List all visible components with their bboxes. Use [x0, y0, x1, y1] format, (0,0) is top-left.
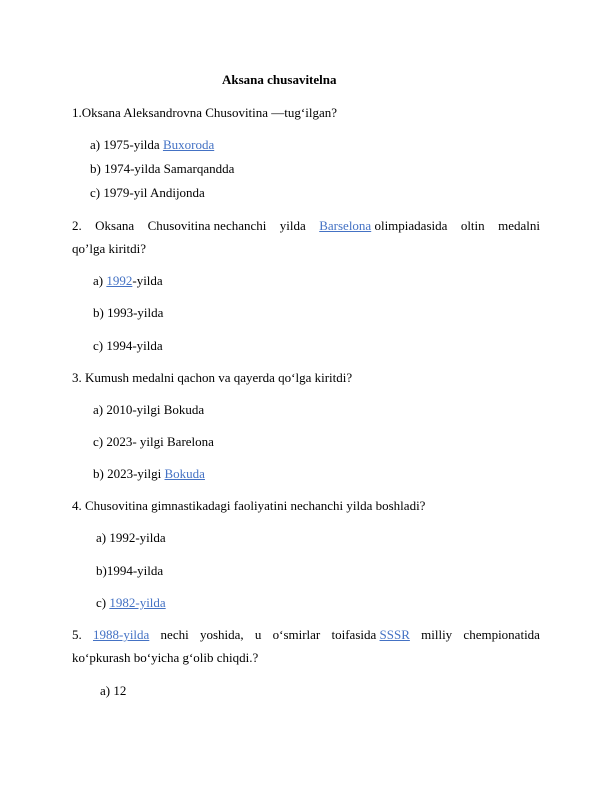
q2-option-c: c) 1994-yilda [93, 338, 163, 353]
question-5-line-2: ko‘pkurash bo‘yicha g‘olib chiqdi.? [72, 650, 259, 665]
q2-word: Oksana [95, 218, 135, 233]
q5-word: chempionatida [463, 627, 540, 642]
q1-option-c-label: c) [90, 185, 101, 200]
q2-word: oltin [460, 218, 485, 233]
question-1: 1.Oksana Aleksandrovna Chusovitina —tug‘ilgan? [72, 105, 338, 120]
q4-option-a: a) 1992-yilda [96, 530, 166, 545]
q4-option-c-prefix: c) [96, 595, 110, 610]
q5-option-a: a) 12 [100, 683, 127, 698]
question-2-line-2: qo’lga kiritdi? [72, 241, 147, 256]
q2-word: medalni [498, 218, 540, 233]
q5-word: nechi [160, 627, 189, 642]
1982-yilda-link[interactable]: 1982-yilda [109, 595, 166, 610]
q1-option-b [90, 161, 234, 177]
q2-option-a-prefix: a) [93, 273, 107, 288]
sssr-link[interactable]: SSSR [379, 627, 410, 642]
q4-option-c [96, 595, 166, 611]
q1-option-c-text: 1979-yil Andijonda [103, 185, 205, 200]
q2-barselona-group [319, 218, 447, 234]
q5-word: milliy [421, 627, 453, 642]
q5-word: 5. [72, 627, 82, 642]
q1-option-a-label: a) [90, 137, 101, 152]
q1-option-b-text: 1974-yilda Samarqandda [104, 161, 235, 176]
q3-option-a: a) 2010-yilgi Bokuda [93, 402, 205, 417]
question-2-line-1 [72, 218, 540, 234]
q5-sssr-group [332, 627, 410, 643]
q3-option-c: c) 2023- yilgi Barelona [93, 434, 214, 449]
1988-yilda-link[interactable]: 1988-yilda [92, 627, 150, 642]
q5-word: yoshida, [199, 627, 244, 642]
barselona-link[interactable]: Barselona [319, 218, 372, 233]
q2-option-a-suffix: -yilda [132, 273, 163, 288]
q5-word: toifasida [331, 627, 377, 642]
question-3: 3. Kumush medalni qachon va qayerda qo‘lga kiritdi? [72, 370, 353, 385]
1992-link[interactable]: 1992 [106, 273, 133, 288]
q4-option-b: b)1994-yilda [96, 563, 164, 578]
question-4: 4. Chusovitina gimnastikadagi faoliyatini nechanchi yilda boshladi? [72, 498, 426, 513]
q5-word: u [254, 627, 262, 642]
q2-word: 2. [72, 218, 82, 233]
q1-option-a-text: 1975-yilda [103, 137, 163, 152]
buxoroda-link[interactable]: Buxoroda [162, 137, 215, 152]
q1-option-a [90, 137, 214, 153]
question-5-line-1 [72, 627, 540, 643]
q3-option-b-prefix: b) 2023-yilgi [93, 466, 165, 481]
q1-option-b-label: b) [90, 161, 101, 176]
document-title: Aksana chusavitelna [222, 72, 337, 87]
q2-option-a [93, 273, 163, 289]
q2-option-b: b) 1993-yilda [93, 305, 164, 320]
q2-word: yilda [279, 218, 306, 233]
q2-word: Chusovitina nechanchi [147, 218, 267, 233]
bokuda-link[interactable]: Bokuda [164, 466, 205, 481]
q1-option-c [90, 185, 205, 201]
q3-option-b [93, 466, 205, 482]
q2-word: olimpiadasida [374, 218, 448, 233]
q5-word: o‘smirlar [272, 627, 321, 642]
